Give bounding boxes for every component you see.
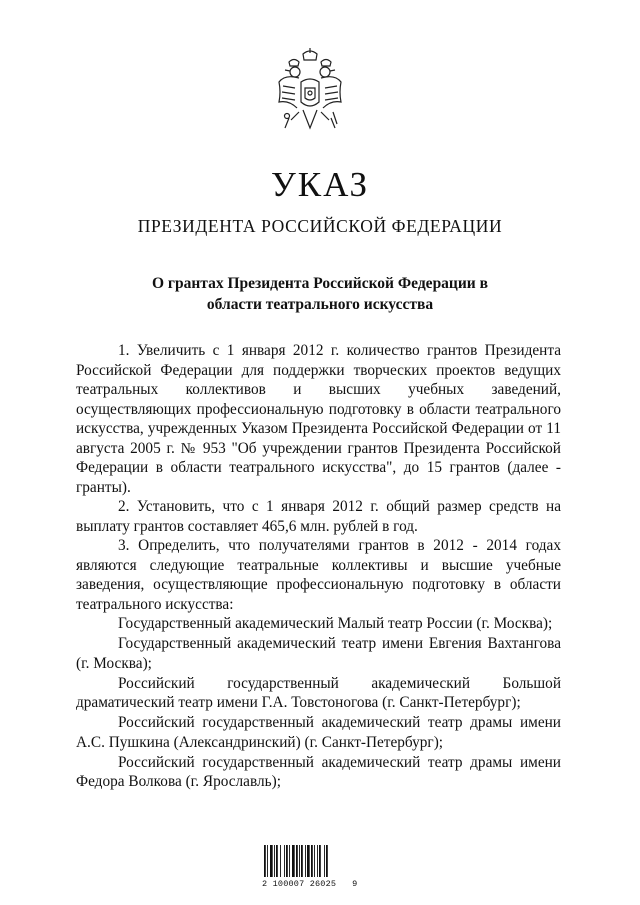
coat-of-arms-icon xyxy=(275,48,345,140)
barcode-bar xyxy=(296,845,298,877)
barcode-bar xyxy=(280,845,281,877)
recipient-item: Государственный академический Малый театр России (г. Москва); xyxy=(118,615,553,632)
barcode-bar xyxy=(307,845,310,877)
decree-heading-line-1: О грантах Президента Российской Федерации в xyxy=(152,275,488,292)
barcode-bar xyxy=(305,845,306,877)
recipient-item: Российский государственный академический Большой драматический театр имени Г.А. Товстоногова (г. Санкт-Петербург); xyxy=(76,674,561,711)
recipient-item: Российский государственный академический театр драмы имени А.С. Пушкина (Александринский) (г. Санкт-Петербург); xyxy=(76,714,561,751)
barcode-bar xyxy=(286,845,288,877)
paragraph-2: 2. Установить, что с 1 января 2012 г. общий размер средств на выплату грантов составляет 465,6 млн. рублей в год. xyxy=(76,498,561,535)
recipient-item: Российский государственный академический театр драмы имени Федора Волкова (г. Ярославль); xyxy=(76,753,561,790)
paragraph-3: 3. Определить, что получателями грантов в 2012 - 2014 годах являются следующие театральные коллективы и высшие учебные заведения, осуществляющие профессиональную подготовку в области театрального искусства: xyxy=(76,537,561,613)
barcode-bar xyxy=(270,845,273,877)
barcode xyxy=(262,845,358,891)
barcode-bar xyxy=(284,845,285,877)
barcode-bar xyxy=(314,845,315,877)
barcode-bar xyxy=(264,845,266,877)
barcode-bar xyxy=(267,845,268,877)
decree-body xyxy=(76,341,561,792)
barcode-bar xyxy=(317,845,318,877)
decree-subtitle: ПРЕЗИДЕНТА РОССИЙСКОЙ ФЕДЕРАЦИИ xyxy=(137,216,503,236)
paragraph-1: 1. Увеличить с 1 января 2012 г. количество грантов Президента Российской Федерации для поддержки творческих проектов ведущих театральных коллективов и высших учебных заведений, осуществляющих профессиональную подготовку в области театрального искусства, учрежденных Указом Президента Российской Федерации от 11 августа 2005 г. № 953 "Об учреждении грантов Президента Российской Федерации в области театрального искусства", до 15 грантов (далее - гранты). xyxy=(76,342,561,496)
barcode-bar xyxy=(326,845,328,877)
decree-title: УКАЗ xyxy=(270,165,370,204)
barcode-icon xyxy=(262,845,354,877)
decree-heading-line-2: области театрального искусства xyxy=(206,296,434,313)
barcode-bar xyxy=(311,845,313,877)
barcode-bar xyxy=(324,845,325,877)
barcode-bar xyxy=(299,845,300,877)
barcode-number: 2 100007 26025 9 xyxy=(262,879,358,889)
barcode-bar xyxy=(301,845,303,877)
barcode-bar xyxy=(276,845,278,877)
barcode-bar xyxy=(274,845,275,877)
decree-heading xyxy=(120,273,520,315)
barcode-bar xyxy=(289,845,290,877)
barcode-bar xyxy=(292,845,295,877)
recipient-item: Государственный академический театр имени Евгения Вахтангова (г. Москва); xyxy=(76,635,561,672)
barcode-bar xyxy=(319,845,321,877)
